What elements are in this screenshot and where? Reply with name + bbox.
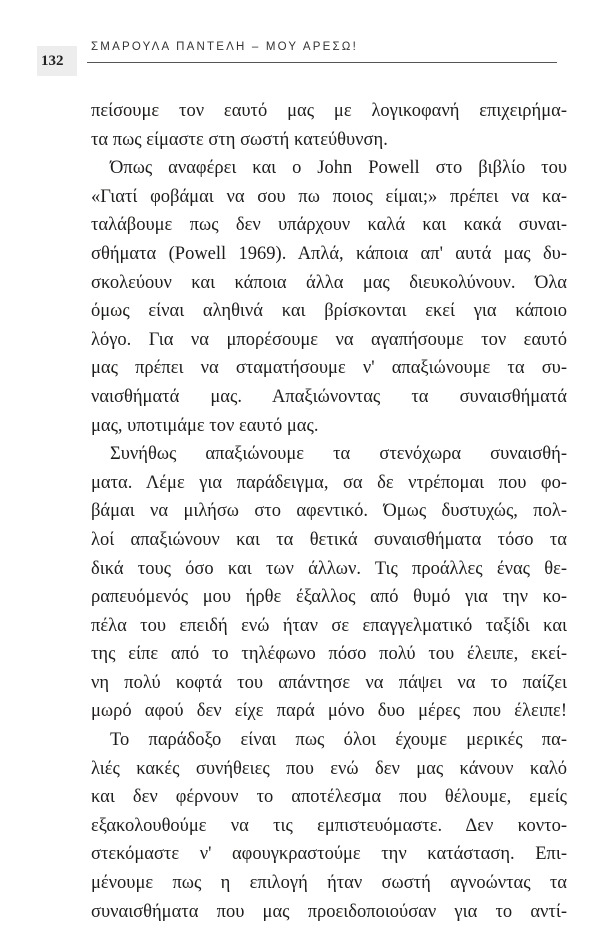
text-line: Συνήθως απαξιώνουμε τα στενόχωρα συναισθή- [110, 444, 567, 465]
text-line: συναισθήματα που μας προειδοποιούσαν για το αντί- [91, 901, 567, 922]
text-line: ματα. Λέμε για παράδειγμα, σα δε ντρέπομαι που φο- [91, 472, 567, 493]
text-line: «Γιατί φοβάμαι να σου πω ποιος είμαι;» πρέπει να κα- [91, 186, 567, 207]
text-line: ραπευόμενός μου ήρθε έξαλλος από θυμό για την κο- [91, 587, 567, 608]
text-line: Όπως αναφέρει και ο John Powell στο βιβλίο του [110, 158, 567, 179]
text-line: μένουμε πως η επιλογή ήταν σωστή αγνοώντας τα [91, 873, 567, 894]
body-text [91, 97, 567, 926]
running-head: ΣΜΑΡΟΥΛΑ ΠΑΝΤΕΛΗ – ΜΟΥ ΑΡΕΣΩ! [91, 41, 358, 53]
page-number: 132 [37, 46, 77, 76]
text-line: νη πολύ κοφτά του απάντησε να πάψει να το παίζει [91, 672, 567, 693]
text-line: ναισθήματά μας. Απαξιώνοντας τα συναισθήματά [91, 386, 567, 407]
text-line: βάμαι να μιλήσω στο αφεντικό. Όμως δυστυχώς, πολ- [91, 501, 567, 522]
text-line: πείσουμε τον εαυτό μας με λογικοφανή επιχειρήμα- [91, 101, 567, 121]
text-line: στεκόμαστε ν' αφουγκραστούμε την κατάσταση. Επι- [91, 844, 567, 865]
text-line: της είπε από το τηλέφωνο πόσο πολύ του έλειπε, εκεί- [91, 644, 567, 665]
text-line: εξακολουθούμε να τις εμπιστευόμαστε. Δεν κοντο- [91, 815, 567, 836]
text-line: ταλάβουμε πως δεν υπάρχουν καλά και κακά συναι- [91, 215, 567, 236]
text-line: μωρό αφού δεν είχε παρά μόνο δυο μέρες που έλειπε! [91, 701, 567, 722]
text-line: λόγο. Για να μπορέσουμε να αγαπήσουμε τον εαυτό [91, 329, 567, 350]
text-line: μας πρέπει να σταματήσουμε ν' απαξιώνουμε τα συ- [91, 358, 567, 379]
text-line: και δεν φέρνουν το αποτέλεσμα που θέλουμε, εμείς [91, 787, 567, 808]
text-line: τα πως είμαστε στη σωστή κατεύθυνση. [91, 129, 388, 150]
text-line: δικά τους όσο και των άλλων. Τις προάλλες ένας θε- [91, 558, 567, 579]
text-line: πέλα του επειδή ενώ ήταν σε επαγγελματικό ταξίδι και [91, 615, 567, 636]
text-line: Το παράδοξο είναι πως όλοι έχουμε μερικές πα- [110, 730, 567, 751]
header-rule [87, 62, 557, 63]
text-line: σθήματα (Powell 1969). Απλά, κάποια απ' αυτά μας δυ- [91, 243, 567, 264]
text-line: λοί απαξιώνουν και τα θετικά συναισθήματα τόσο τα [91, 529, 567, 550]
text-line: σκολεύουν και κάποια άλλα μας διευκολύνουν. Όλα [91, 272, 567, 293]
text-line: όμως είναι αληθινά και βρίσκονται εκεί για κάποιο [91, 301, 567, 322]
text-line: λιές κακές συνήθειες που ενώ δεν μας κάνουν καλό [91, 758, 567, 779]
text-line: μας, υποτιμάμε τον εαυτό μας. [91, 415, 319, 436]
